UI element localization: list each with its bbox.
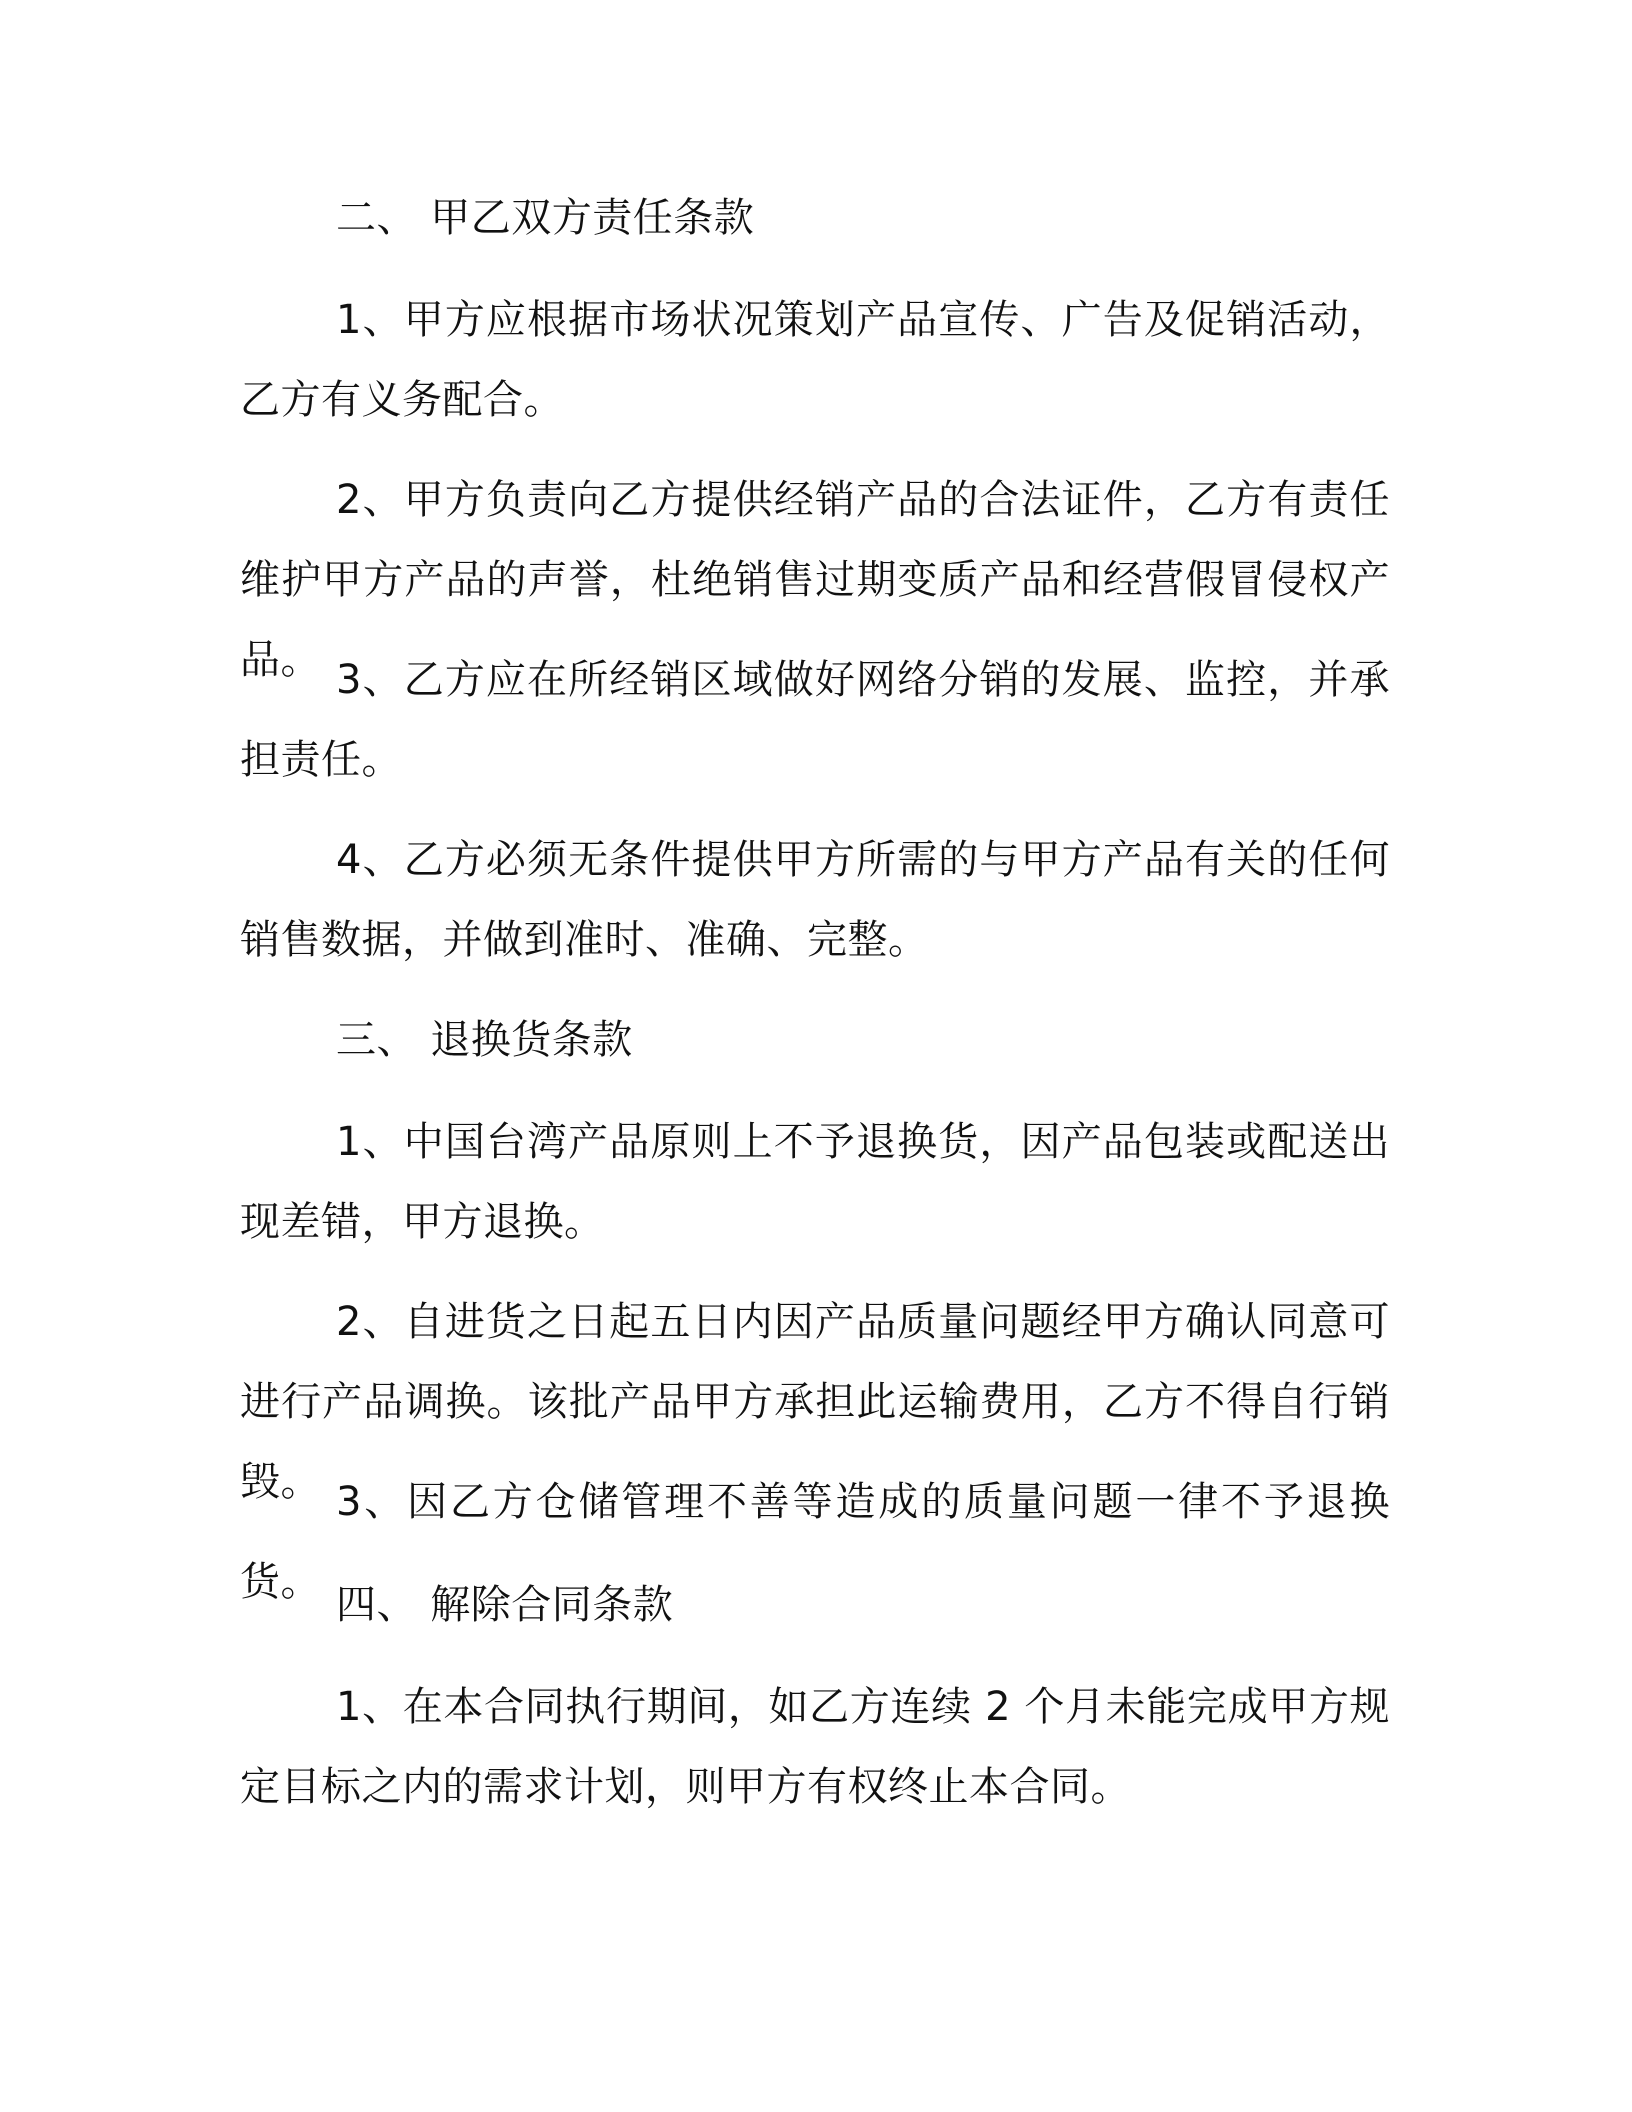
clause-returns-3: 3、因乙方仓储管理不善等造成的质量问题一律不予退换货。 bbox=[240, 1479, 1390, 1605]
clause-returns-2: 2、自进货之日起五日内因产品质量问题经甲方确认同意可进行产品调换。该批产品甲方承担此运输费用，乙方不得自行销毁。 bbox=[240, 1299, 1390, 1505]
clause-responsibility-3: 3、乙方应在所经销区域做好网络分销的发展、监控，并承担责任。 bbox=[240, 657, 1390, 783]
clause-returns-1: 1、中国台湾产品原则上不予退换货，因产品包装或配送出现差错，甲方退换。 bbox=[240, 1119, 1390, 1245]
clause-responsibility-2: 2、甲方负责向乙方提供经销产品的合法证件，乙方有责任维护甲方产品的声誉，杜绝销售过期变质产品和经营假冒侵权产品。 bbox=[240, 477, 1390, 683]
clause-termination-1: 1、在本合同执行期间，如乙方连续 2 个月未能完成甲方规定目标之内的需求计划，则甲方有权终止本合同。 bbox=[240, 1684, 1390, 1810]
section-heading-returns: 三、 退换货条款 bbox=[336, 1017, 633, 1063]
section-heading-responsibilities: 二、 甲乙双方责任条款 bbox=[336, 195, 755, 241]
section-heading-termination: 四、 解除合同条款 bbox=[336, 1582, 674, 1628]
clause-responsibility-1: 1、甲方应根据市场状况策划产品宣传、广告及促销活动，乙方有义务配合。 bbox=[240, 297, 1390, 423]
clause-responsibility-4: 4、乙方必须无条件提供甲方所需的与甲方产品有关的任何销售数据，并做到准时、准确、完整。 bbox=[240, 837, 1390, 963]
